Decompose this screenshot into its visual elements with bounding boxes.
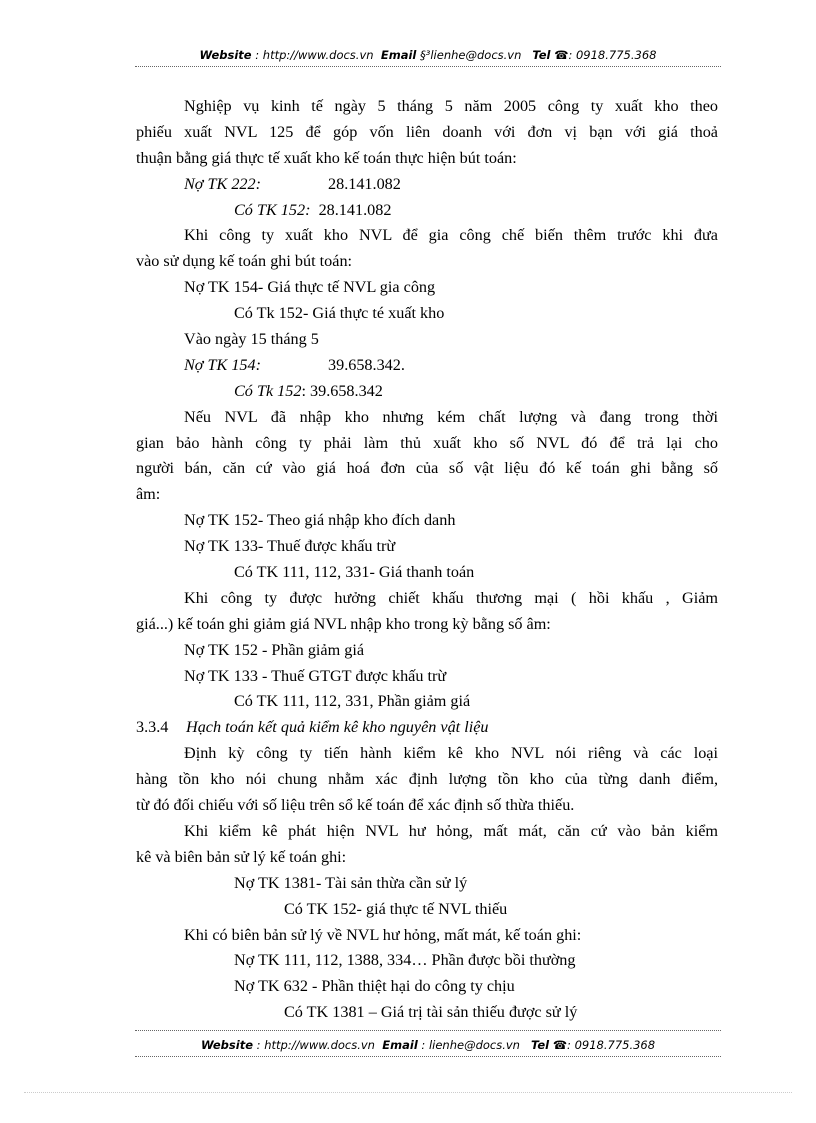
paragraph-line: giá...) kế toán ghi giảm giá NVL nhập kho trong kỳ bằng số âm:	[136, 614, 551, 633]
debit-account-label: Nợ TK 222:	[184, 174, 262, 193]
telephone-icon: ☎	[552, 1038, 568, 1052]
footer-website-label: Website	[200, 1038, 254, 1052]
journal-credit-line: Có TK 1381 – Giá trị tài sản thiếu được sử lý	[284, 1003, 578, 1022]
journal-credit-line: Có TK 111, 112, 331, Phần giảm giá	[234, 692, 471, 711]
header-email-value[interactable]: §³lienhe@docs.vn	[420, 48, 522, 62]
debit-account-label: Nợ TK 154:	[184, 355, 262, 374]
journal-debit-line: Nợ TK 154- Giá thực tế NVL gia công	[184, 278, 436, 297]
paragraph-line: Khi có biên bản sử lý về NVL hư hỏng, mất mát, kế toán ghi:	[184, 925, 582, 944]
paragraph-line: âm:	[136, 485, 161, 504]
paragraph-line: Định kỳ công ty tiến hành kiểm kê kho NVL nói riêng và các loại	[184, 744, 718, 763]
header-email-label: Email	[380, 48, 417, 62]
telephone-icon: ☎	[554, 48, 569, 62]
footer-email-value[interactable]: : lienhe@docs.vn	[421, 1038, 520, 1052]
page-footer	[135, 1038, 721, 1052]
paragraph-line: hàng tồn kho nói chung nhằm xác định lượng tồn kho của từng danh điểm,	[136, 770, 718, 789]
footer-website-url[interactable]: : http://www.docs.vn	[256, 1038, 375, 1052]
section-number: 3.3.4	[136, 718, 169, 737]
credit-amount: 28.141.082	[318, 200, 392, 219]
paragraph-line: Khi công ty được hưởng chiết khấu thương mại ( hồi khấu , Giảm	[184, 588, 718, 607]
journal-credit-line: Có Tk 152- Giá thực té xuất kho	[234, 304, 445, 323]
journal-entry-debit	[136, 353, 718, 379]
paragraph-line: thuận bằng giá thực tế xuất kho kế toán thực hiện bút toán:	[136, 148, 517, 167]
page-header	[135, 48, 721, 62]
journal-entry-credit	[136, 198, 718, 224]
paragraph-line: kê và biên bản sử lý kế toán ghi:	[136, 847, 347, 866]
paragraph-line: Khi kiểm kê phát hiện NVL hư hỏng, mất mát, căn cứ vào bản kiểm	[184, 821, 718, 840]
footer-tel-value: : 0918.775.368	[567, 1038, 656, 1052]
footer-email-label: Email	[382, 1038, 418, 1052]
section-heading	[136, 715, 718, 741]
paragraph-line: gian bảo hành công ty phải làm thủ xuất kho số NVL đó để trả lại cho	[136, 433, 718, 452]
date-line: Vào ngày 15 tháng 5	[184, 330, 319, 349]
paragraph-line: Khi công ty xuất kho NVL để gia công chế biến thêm trước khi đưa	[184, 226, 718, 245]
journal-debit-line: Nợ TK 133- Thuế được khấu trừ	[184, 537, 396, 556]
paragraph-line: phiếu xuất NVL 125 để góp vốn liên doanh với đơn vị bạn với giá thoả	[136, 122, 718, 141]
journal-debit-line: Nợ TK 133 - Thuế GTGT được khấu trừ	[184, 666, 447, 685]
journal-credit-line: Có TK 111, 112, 331- Giá thanh toán	[234, 563, 475, 582]
credit-account-label: Có TK 152:	[234, 200, 311, 219]
section-title: Hạch toán kết quả kiểm kê kho nguyên vật liệu	[186, 718, 489, 737]
footer-rule	[135, 1030, 721, 1031]
header-tel-value: : 0918.775.368	[568, 48, 657, 62]
footer-tel-label: Tel	[530, 1038, 550, 1052]
journal-entry-debit	[136, 172, 718, 198]
paragraph-line: người bán, căn cứ vào giá hoá đơn của số vật liệu đó kế toán ghi bằng số	[136, 459, 718, 478]
credit-amount: : 39.658.342	[301, 381, 383, 400]
journal-debit-line: Nợ TK 152 - Phần giảm giá	[184, 640, 365, 659]
header-rule	[135, 66, 721, 67]
page-bottom-dots	[24, 1092, 792, 1093]
credit-account-label: Có Tk 152	[234, 381, 302, 400]
document-body	[136, 94, 718, 1026]
footer-bottom-rule	[135, 1056, 721, 1057]
journal-credit-line: Có TK 152- giá thực tế NVL thiếu	[284, 899, 508, 918]
debit-amount: 39.658.342.	[328, 355, 405, 374]
paragraph-line: Nghiệp vụ kinh tế ngày 5 tháng 5 năm 2005 công ty xuất kho theo	[184, 97, 718, 115]
journal-entry-credit	[136, 379, 718, 405]
header-website-url[interactable]: : http://www.docs.vn	[255, 48, 374, 62]
paragraph-line: Nếu NVL đã nhập kho nhưng kém chất lượng và đang trong thời	[184, 407, 718, 426]
paragraph-line: vào sử dụng kế toán ghi bút toán:	[136, 252, 353, 271]
journal-debit-line: Nợ TK 111, 112, 1388, 334… Phần được bồi thường	[234, 951, 576, 970]
header-website-label: Website	[199, 48, 252, 62]
journal-debit-line: Nợ TK 632 - Phần thiệt hại do công ty chịu	[234, 977, 515, 996]
journal-debit-line: Nợ TK 1381- Tài sản thừa cần sử lý	[234, 873, 468, 892]
journal-debit-line: Nợ TK 152- Theo giá nhập kho đích danh	[184, 511, 456, 530]
paragraph-line: từ đó đối chiếu với số liệu trên sổ kế toán để xác định số thừa thiếu.	[136, 796, 575, 815]
header-tel-label: Tel	[532, 48, 551, 62]
debit-amount: 28.141.082	[328, 174, 401, 193]
